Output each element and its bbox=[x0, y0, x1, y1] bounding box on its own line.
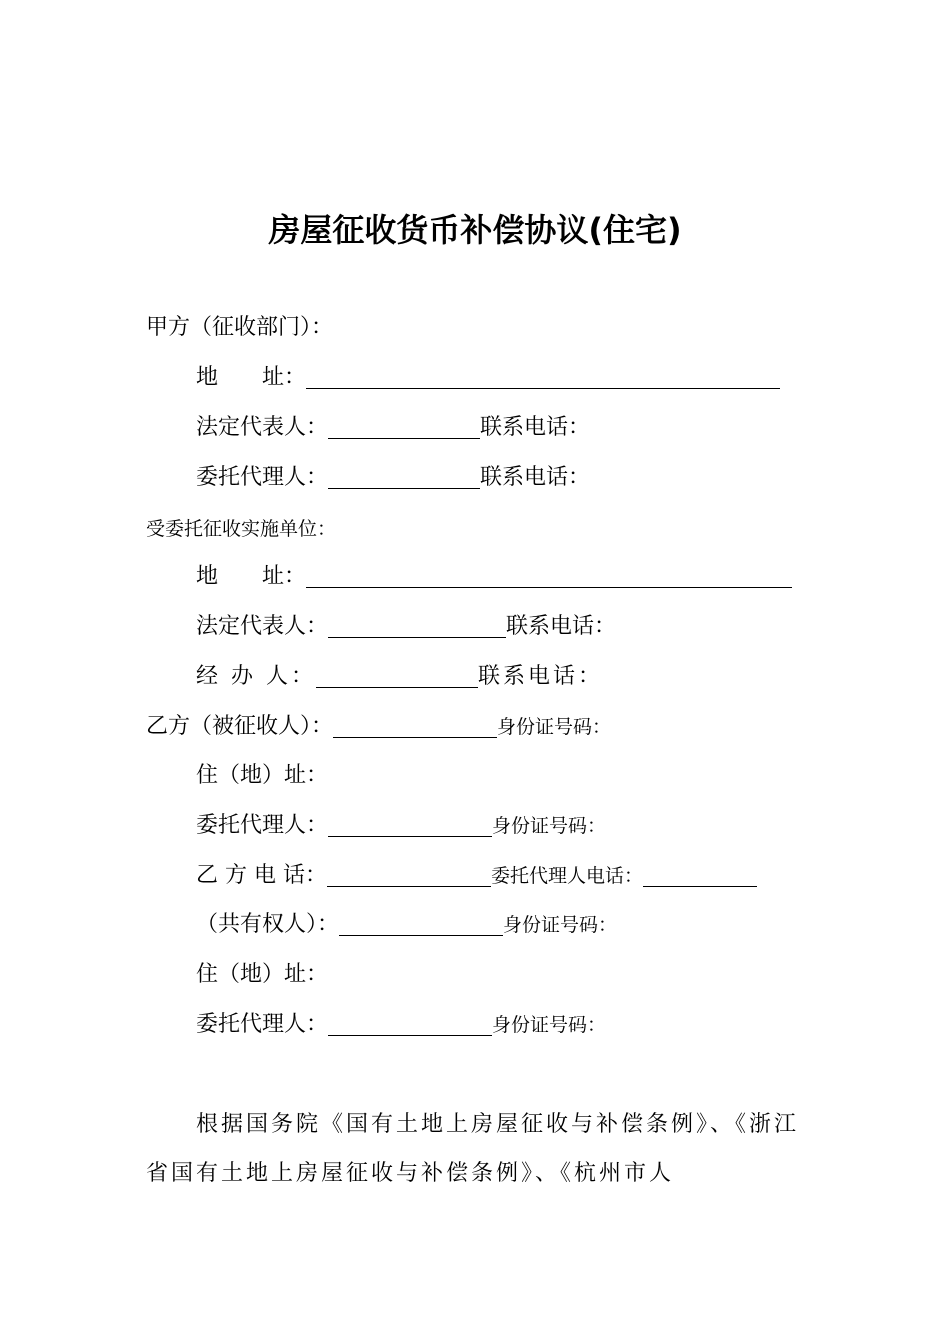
implementer-address-label: 地 址： bbox=[196, 564, 307, 589]
document-title: 房屋征收货币补偿协议(住宅) bbox=[268, 211, 682, 249]
party-a-agent-field[interactable] bbox=[328, 464, 480, 489]
co-owner-residence-label: 住（地）址： bbox=[196, 962, 329, 987]
party-b-phone-field[interactable] bbox=[327, 862, 491, 887]
party-a-agent-label: 委托代理人： bbox=[196, 465, 329, 490]
co-owner-name-field[interactable] bbox=[339, 911, 503, 936]
party-a-address-line bbox=[196, 363, 780, 393]
implementer-legal-rep-line bbox=[196, 612, 616, 642]
party-b-agent-label: 委托代理人： bbox=[196, 813, 329, 838]
implementer-legal-rep-label: 法定代表人： bbox=[196, 614, 329, 639]
co-owner-agent-id-label: 身份证号码： bbox=[492, 1014, 607, 1036]
party-b-agent-line bbox=[196, 811, 606, 841]
party-a-address-label: 地 址： bbox=[196, 365, 307, 390]
co-owner-residence-line bbox=[196, 960, 328, 990]
co-owner-agent-line bbox=[196, 1010, 606, 1040]
implementer-handler-phone-label: 联系电话： bbox=[478, 664, 604, 689]
party-b-agent-field[interactable] bbox=[328, 812, 492, 837]
party-a-heading-line bbox=[146, 313, 333, 343]
implementer-phone-label: 联系电话： bbox=[506, 614, 617, 639]
implementer-heading-line bbox=[146, 514, 336, 544]
party-b-residence-line bbox=[196, 761, 328, 791]
implementer-handler-field[interactable] bbox=[316, 663, 478, 688]
party-b-agent-phone-field[interactable] bbox=[643, 862, 757, 887]
implementer-handler-label: 经 办 人： bbox=[196, 664, 316, 689]
implementer-address-line bbox=[196, 562, 792, 592]
implementer-address-field[interactable] bbox=[306, 563, 792, 588]
party-a-agent-phone-label: 联系电话： bbox=[480, 465, 591, 490]
party-a-address-field[interactable] bbox=[306, 364, 780, 389]
party-b-name-field[interactable] bbox=[333, 713, 497, 738]
co-owner-heading-line bbox=[196, 910, 617, 940]
party-a-phone-label: 联系电话： bbox=[480, 415, 591, 440]
party-a-agent-line bbox=[196, 463, 590, 493]
implementer-legal-rep-field[interactable] bbox=[328, 613, 506, 638]
party-b-phone-line bbox=[196, 861, 757, 891]
party-b-heading-line bbox=[146, 712, 611, 742]
party-b-id-label: 身份证号码： bbox=[497, 716, 612, 738]
party-b-heading: 乙方（被征收人）： bbox=[146, 714, 334, 739]
party-b-phone-label: 乙 方 电 话： bbox=[196, 863, 327, 888]
co-owner-agent-label: 委托代理人： bbox=[196, 1012, 329, 1037]
party-b-agent-phone-label: 委托代理人电话： bbox=[490, 865, 643, 887]
party-a-legal-rep-field[interactable] bbox=[328, 414, 480, 439]
implementer-handler-line bbox=[196, 662, 603, 692]
implementer-heading: 受委托征收实施单位： bbox=[146, 518, 337, 540]
co-owner-agent-field[interactable] bbox=[328, 1011, 492, 1036]
party-b-residence-label: 住（地）址： bbox=[196, 763, 329, 788]
party-b-agent-id-label: 身份证号码： bbox=[492, 815, 607, 837]
party-a-heading: 甲方（征收部门）： bbox=[146, 315, 334, 340]
party-a-legal-rep-label: 法定代表人： bbox=[196, 415, 329, 440]
co-owner-heading: （共有权人）： bbox=[196, 912, 340, 937]
party-a-legal-rep-line bbox=[196, 413, 590, 443]
co-owner-id-label: 身份证号码： bbox=[503, 914, 618, 936]
agreement-body-paragraph: 根据国务院《国有土地上房屋征收与补偿条例》、《浙江省国有土地上房屋征收与补偿条例》、《杭州市人 bbox=[146, 1112, 800, 1186]
